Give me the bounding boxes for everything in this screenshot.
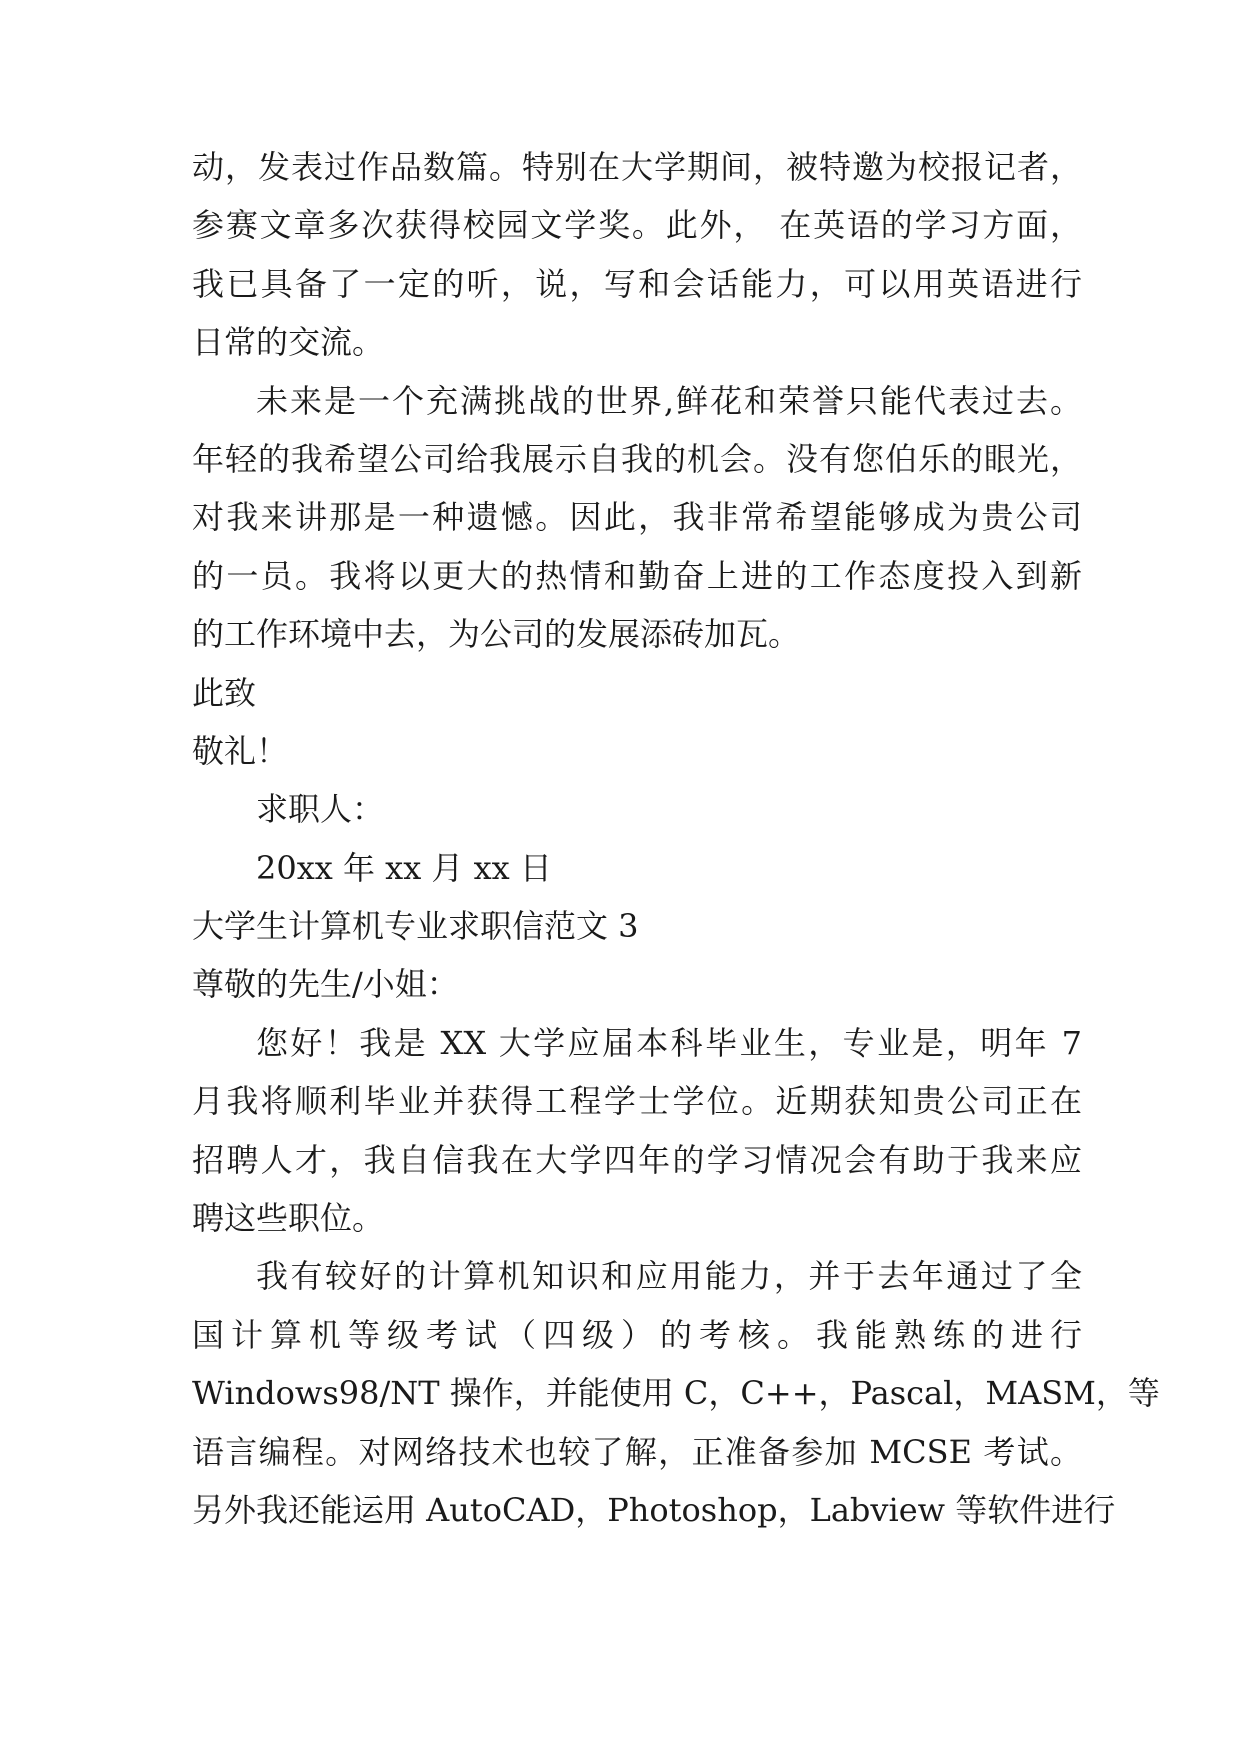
signature-label: 求职人：: [256, 790, 385, 829]
text-line: 的一员。我将以更大的热情和勤奋上进的工作态度投入到新: [192, 556, 1082, 595]
letter-body: [192, 138, 1160, 1539]
text-line: 动，发表过作品数篇。特别在大学期间，被特邀为校报记者，: [192, 148, 1082, 186]
text-line: 招聘人才，我自信我在大学四年的学习情况会有助于我来应: [192, 1140, 1082, 1179]
text-line: Windows98/NT 操作，并能使用 C，C++，Pascal，MASM，等: [192, 1374, 1160, 1413]
text-line: 的工作环境中去，为公司的发展添砖加瓦。: [192, 615, 801, 654]
text-line: 对我来讲那是一种遗憾。因此，我非常希望能够成为贵公司: [192, 498, 1082, 537]
text-line: 未来是一个充满挑战的世界,鲜花和荣誉只能代表过去。: [256, 381, 1082, 420]
signature-date: 20xx 年 xx 月 xx 日: [256, 848, 552, 887]
text-line: 我已具备了一定的听，说，写和会话能力，可以用英语进行: [192, 264, 1082, 303]
text-line: 我有较好的计算机知识和应用能力，并于去年通过了全: [256, 1257, 1082, 1296]
text-line: 年轻的我希望公司给我展示自我的机会。没有您伯乐的眼光，: [192, 439, 1082, 478]
closing-regards: 敬礼！: [192, 731, 289, 770]
text-line: 参赛文章多次获得校园文学奖。此外， 在英语的学习方面，: [192, 206, 1082, 245]
text-line: 聘这些职位。: [192, 1199, 385, 1238]
text-line: 月我将顺利毕业并获得工程学士学位。近期获知贵公司正在: [192, 1082, 1082, 1121]
greeting: 尊敬的先生/小姐：: [192, 965, 459, 1004]
text-line: 您好！我是 XX 大学应届本科毕业生，专业是，明年 7: [256, 1023, 1082, 1062]
closing-salutation: 此致: [192, 673, 257, 712]
text-line: 另外我还能运用 AutoCAD，Photoshop，Labview 等软件进行: [192, 1490, 1116, 1529]
section-title: 大学生计算机专业求职信范文 3: [192, 907, 639, 946]
text-line: 国计算机等级考试（四级）的考核。我能熟练的进行: [192, 1315, 1082, 1354]
text-line: 语言编程。对网络技术也较了解，正准备参加 MCSE 考试。: [192, 1432, 1082, 1471]
text-line: 日常的交流。: [192, 323, 385, 362]
